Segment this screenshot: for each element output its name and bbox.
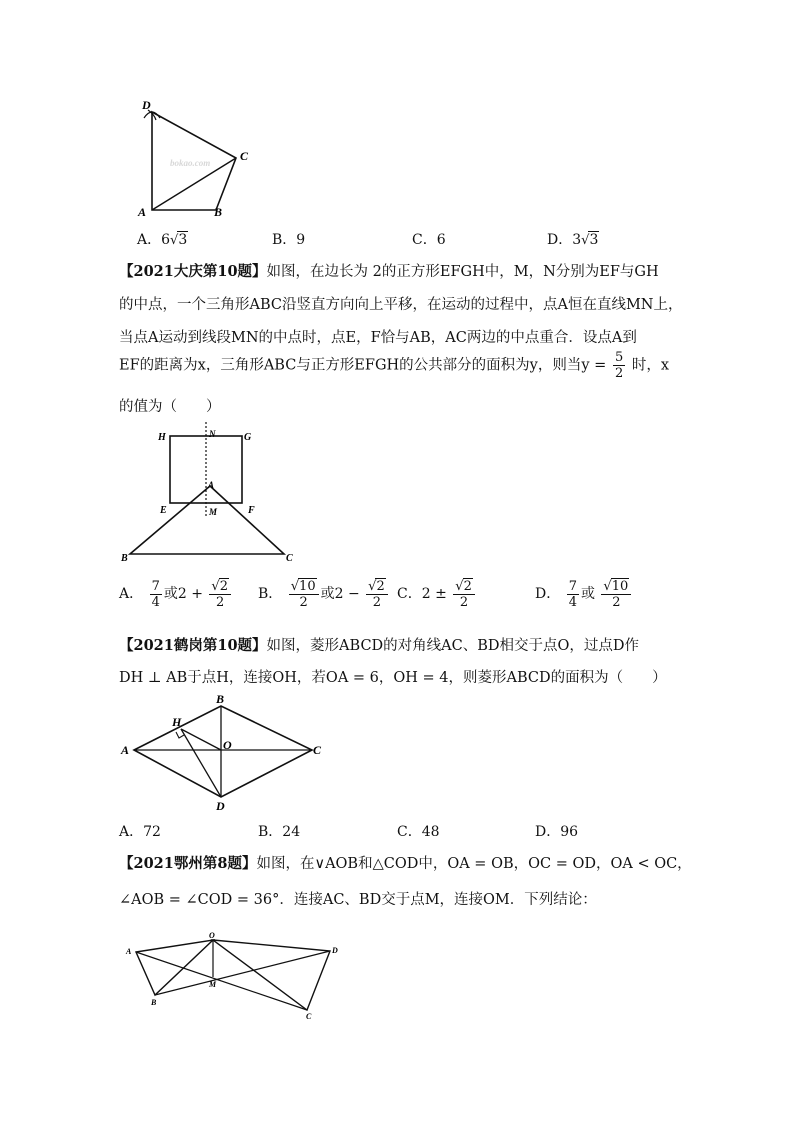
label-o: O — [223, 738, 232, 752]
figure-triangles — [120, 928, 350, 1020]
figure-square-triangle — [118, 420, 308, 565]
label-c: C — [306, 1012, 312, 1020]
option-a[interactable]: A．72 — [119, 824, 161, 840]
label-e: E — [160, 505, 167, 516]
hegang-line1: 【2021鹤岗第10题】如图，菱形ABCD的对角线AC、BD相交于点O，过点D作 — [119, 637, 640, 654]
label-d: D — [142, 98, 151, 112]
question-tag: 【2021大庆第10题】 — [119, 263, 267, 280]
label-d: D — [216, 799, 225, 813]
option-b[interactable]: B．24 — [258, 824, 301, 840]
daqing-line4: EF的距离为x，三角形ABC与正方形EFGH的公共部分的面积为y，则当y = $\frac{5}{2}$ 时，x — [119, 350, 670, 381]
label-b: B — [214, 205, 223, 219]
hegang-line2: DH ⊥ AB于点H，连接OH，若OA = 6，OH = 4，则菱形ABCD的面积为（ ） — [119, 670, 667, 686]
fraction: $\frac{5}{2}$ — [614, 350, 624, 381]
label-m: M — [209, 507, 218, 517]
figure-rhombus — [116, 693, 331, 813]
label-f: F — [248, 505, 255, 516]
label-a: A — [126, 947, 132, 956]
label-a: A — [208, 480, 215, 490]
watermark: bokao.com — [170, 158, 211, 168]
label-a: A — [138, 205, 147, 219]
option-a[interactable]: A． $\frac{7}{4}$ 或2 + $\frac{√2}{2}$ — [119, 578, 233, 610]
daqing-line1: 【2021大庆第10题】如图，在边长为 2的正方形EFGH中，M，N分别为EF与GH — [119, 263, 659, 280]
label-c: C — [313, 743, 322, 757]
label-c: C — [240, 149, 249, 163]
daqing-line3: 当点A运动到线段MN的中点时，点E，F恰与AB，AC两边的中点重合．设点A到 — [119, 330, 637, 346]
label-h: H — [158, 432, 166, 443]
daqing-line5: 的值为（ ） — [119, 399, 221, 415]
ezhou-line2: ∠AOB = ∠COD = 36°．连接AC、BD交于点M，连接OM．下列结论： — [119, 892, 597, 908]
label-o: O — [209, 931, 215, 940]
ezhou-line1: 【2021鄂州第8题】如图，在∨AOB和△COD中，OA = OB，OC = OD，OA < OC， — [119, 855, 692, 872]
daqing-line2: 的中点，一个三角形ABC沿竖直方向向上平移，在运动的过程中，点A恒在直线MN上， — [119, 297, 683, 313]
option-d[interactable]: D． $\frac{7}{4}$ 或 $\frac{√10}{2}$ — [535, 578, 633, 610]
figure-quadrilateral — [130, 92, 260, 222]
question-tag: 【2021鹤岗第10题】 — [119, 637, 267, 654]
question-tag: 【2021鄂州第8题】 — [119, 855, 257, 872]
label-b: B — [151, 998, 157, 1007]
option-d[interactable]: D．3√3 — [547, 232, 599, 248]
option-c[interactable]: C．48 — [397, 824, 440, 840]
option-c[interactable]: C．2 ± $\frac{√2}{2}$ — [397, 578, 477, 610]
label-h: H — [172, 715, 182, 729]
label-n: N — [209, 429, 216, 439]
label-c: C — [286, 553, 293, 564]
label-b: B — [121, 553, 128, 564]
label-g: G — [244, 432, 252, 443]
label-d: D — [332, 946, 338, 955]
label-b: B — [216, 693, 225, 706]
label-a: A — [121, 743, 130, 757]
option-d[interactable]: D．96 — [535, 824, 579, 840]
label-m: M — [209, 980, 217, 989]
option-b[interactable]: B．9 — [272, 232, 306, 248]
option-c[interactable]: C．6 — [412, 232, 446, 248]
option-b[interactable]: B． $\frac{√10}{2}$ 或2 − $\frac{√2}{2}$ — [258, 578, 390, 610]
option-a[interactable]: A．6√3 — [137, 232, 188, 248]
